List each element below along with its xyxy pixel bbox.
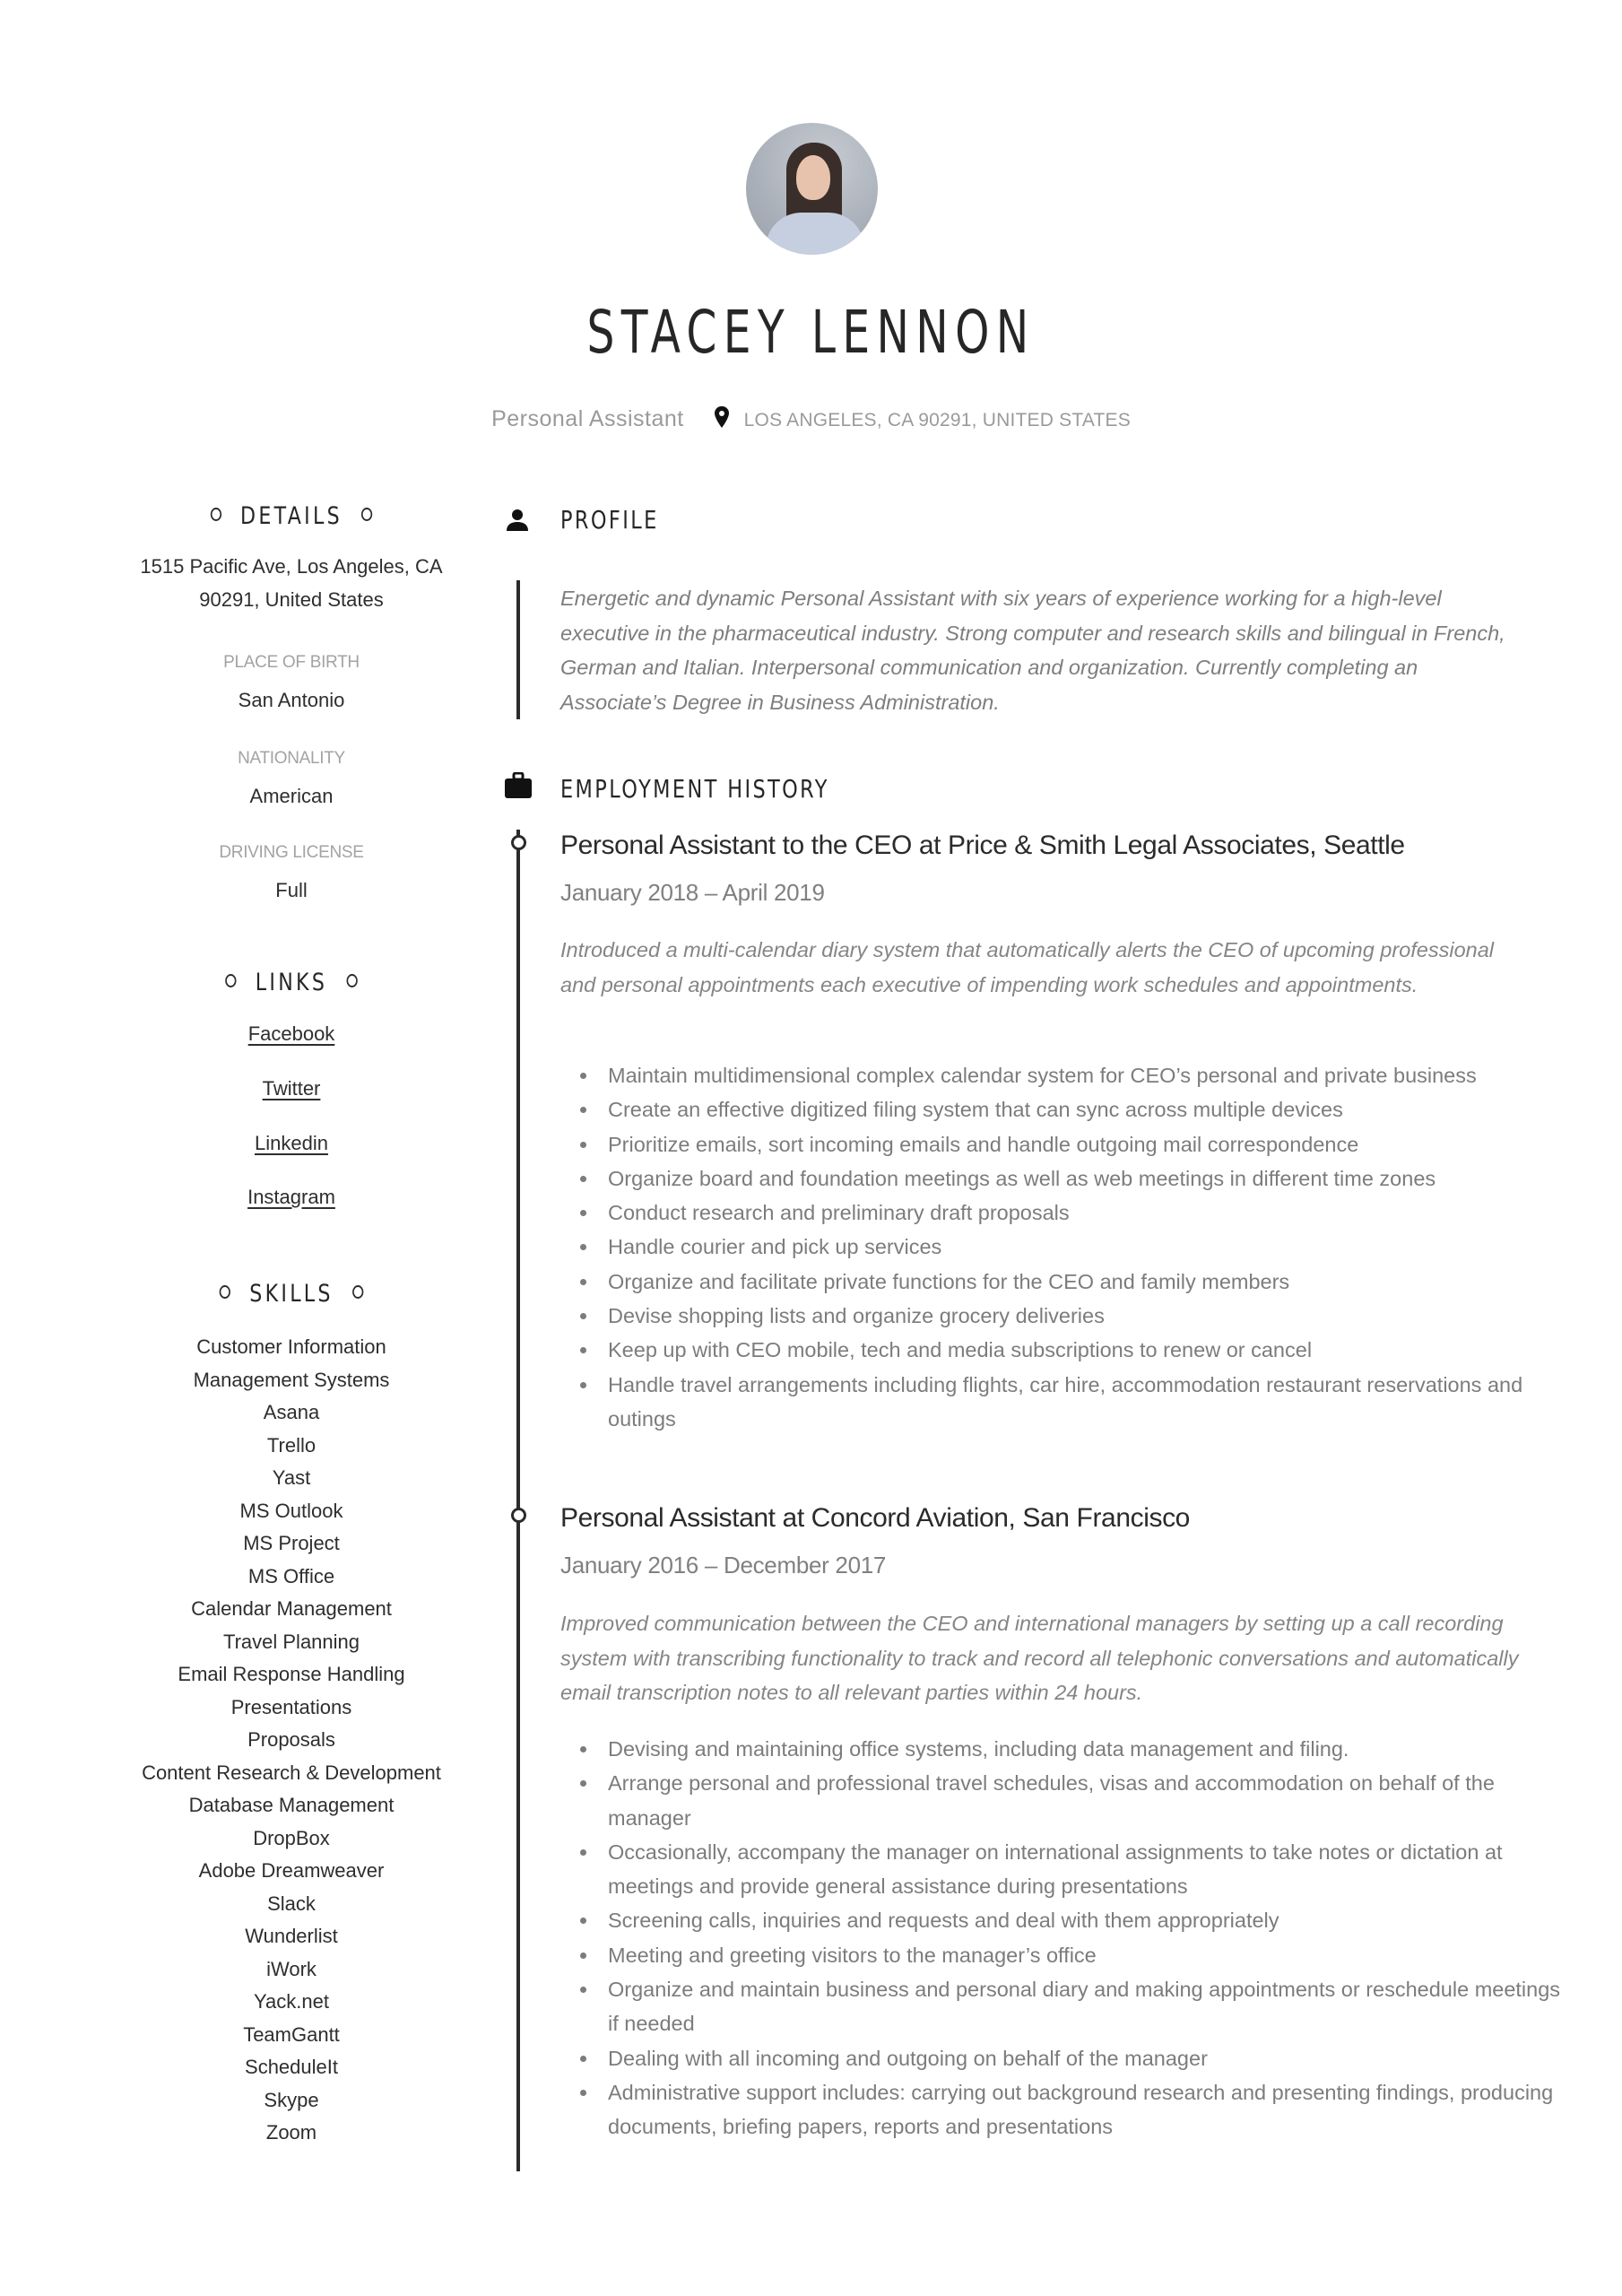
ring-icon xyxy=(361,508,372,521)
skills-heading-label: SKILLS xyxy=(249,1280,334,1308)
map-pin-icon xyxy=(713,405,731,429)
bullet-item: Maintain multidimensional complex calendar system for CEO’s personal and private business xyxy=(608,1058,1576,1092)
bullet-item: Organize board and foundation meetings as well as web meetings in different time zones xyxy=(608,1161,1576,1196)
driving-license-label: DRIVING LICENSE xyxy=(219,843,364,862)
address-line-2: 90291, United States xyxy=(199,588,384,611)
skill-item: Yast xyxy=(272,1466,311,1489)
skill-item: MS Outlook xyxy=(239,1499,343,1522)
skill-item: Database Management xyxy=(188,1794,395,1816)
skill-item: ScheduleIt xyxy=(245,2056,338,2078)
link-linkedin-label[interactable]: Linkedin xyxy=(255,1132,328,1154)
skill-item: Presentations xyxy=(230,1695,352,1718)
bullet-item: Meeting and greeting visitors to the manager’s office xyxy=(608,1938,1576,1972)
skill-item: Travel Planning xyxy=(222,1630,360,1653)
job-1-bullets xyxy=(560,1058,1576,1436)
job-title: Personal Assistant xyxy=(491,406,684,431)
job-2-dates: January 2016 – December 2017 xyxy=(560,1552,887,1578)
location: LOS ANGELES, CA 90291, UNITED STATES xyxy=(743,410,1131,430)
skill-item: Trello xyxy=(266,1433,317,1457)
job-1-dates: January 2018 – April 2019 xyxy=(560,879,825,906)
links-heading-label: LINKS xyxy=(255,969,328,996)
skill-item: Adobe Dreamweaver xyxy=(198,1859,385,1882)
header-subline xyxy=(0,405,1622,432)
job-1-description: Introduced a multi-calendar diary system that automatically alerts the CEO of upcoming professional and personal appointments each executive of impending work schedules and appointments. xyxy=(560,938,1495,996)
link-twitter[interactable] xyxy=(117,1077,466,1100)
skills-heading xyxy=(148,1280,435,1308)
skill-item: Calendar Management xyxy=(191,1597,392,1620)
skill-item: DropBox xyxy=(253,1826,330,1849)
bullet-item: Conduct research and preliminary draft proposals xyxy=(608,1196,1576,1230)
nationality-value: American xyxy=(249,785,334,807)
link-facebook[interactable] xyxy=(117,1022,466,1046)
skill-item: Asana xyxy=(263,1401,320,1423)
bullet-item: Dealing with all incoming and outgoing on behalf of the manager xyxy=(608,2041,1576,2075)
skill-item: iWork xyxy=(266,1957,317,1980)
link-facebook-label[interactable]: Facebook xyxy=(247,1022,335,1045)
skill-item: Content Research & Development xyxy=(142,1761,441,1784)
avatar-face-shape xyxy=(796,155,830,200)
skill-item: Wunderlist xyxy=(245,1925,338,1947)
avatar xyxy=(746,123,878,255)
ring-icon xyxy=(352,1285,363,1299)
skill-item: Email Response Handling xyxy=(178,1663,405,1685)
bullet-item: Create an effective digitized filing system that can sync across multiple devices xyxy=(608,1092,1576,1126)
skill-item: Skype xyxy=(264,2088,319,2111)
bullet-item: Screening calls, inquiries and requests and deal with them appropriately xyxy=(608,1903,1576,1937)
bullet-item: Handle courier and pick up services xyxy=(608,1230,1576,1264)
ring-icon xyxy=(225,974,236,987)
links-heading xyxy=(148,969,435,996)
link-linkedin[interactable] xyxy=(117,1132,466,1155)
ring-icon xyxy=(347,974,358,987)
address-line-1: 1515 Pacific Ave, Los Angeles, CA xyxy=(140,555,443,578)
profile-summary: Energetic and dynamic Personal Assistant with six years of experience working for a high-level executive in the pharmaceutical industry. Strong computer and research skills and bilingual in French, German and Italian. Interpersonal communication and organization. Currently completing an Associate’s Degree in Business Administration. xyxy=(560,587,1505,714)
link-instagram[interactable] xyxy=(117,1186,466,1209)
person-icon xyxy=(504,507,531,534)
ring-icon xyxy=(210,508,221,521)
bullet-item: Handle travel arrangements including flights, car hire, accommodation restaurant reservations and outings xyxy=(608,1368,1576,1437)
nationality-label: NATIONALITY xyxy=(238,749,345,768)
bullet-item: Arrange personal and professional travel schedules, visas and accommodation on behalf of the manager xyxy=(608,1766,1576,1835)
place-of-birth-value: San Antonio xyxy=(238,689,345,711)
avatar-shirt-shape xyxy=(766,213,864,255)
skill-item: Yack.net xyxy=(254,1990,329,2013)
job-2-title: Personal Assistant at Concord Aviation, San Francisco xyxy=(560,1503,1190,1533)
link-twitter-label[interactable]: Twitter xyxy=(262,1077,321,1100)
skill-item: Management Systems xyxy=(193,1368,390,1391)
bullet-item: Organize and maintain business and personal diary and making appointments or reschedule meetings if needed xyxy=(608,1972,1576,2041)
place-of-birth-label: PLACE OF BIRTH xyxy=(223,653,360,672)
candidate-name: STACEY LENNON xyxy=(586,298,1036,367)
skills-list xyxy=(117,1331,466,2150)
driving-license-value: Full xyxy=(275,879,308,901)
timeline-node xyxy=(511,835,526,850)
briefcase-icon xyxy=(504,772,533,799)
timeline-node xyxy=(511,1508,526,1523)
skill-item: Slack xyxy=(267,1892,316,1915)
bullet-item: Occasionally, accompany the manager on international assignments to take notes or dictation at meetings and provide general assistance during presentations xyxy=(608,1835,1576,1904)
bullet-item: Devise shopping lists and organize grocery deliveries xyxy=(608,1299,1576,1333)
bullet-item: Prioritize emails, sort incoming emails and handle outgoing mail correspondence xyxy=(608,1127,1576,1161)
bullet-item: Devising and maintaining office systems, including data management and filing. xyxy=(608,1732,1576,1766)
profile-heading: PROFILE xyxy=(560,505,659,535)
job-2-description: Improved communication between the CEO and international managers by setting up a call recording system with transcribing functionality to track and record all telephonic conversations and automatically email transcription notes to all relevant parties within 24 hours. xyxy=(560,1612,1519,1704)
bullet-item: Administrative support includes: carrying out background research and presenting findings, producing documents, briefing papers, reports and presentations xyxy=(608,2075,1576,2144)
ring-icon xyxy=(220,1285,230,1299)
bullet-item: Keep up with CEO mobile, tech and media subscriptions to renew or cancel xyxy=(608,1333,1576,1367)
skill-item: Zoom xyxy=(265,2121,317,2144)
skill-item: MS Office xyxy=(247,1564,335,1587)
job-2-bullets xyxy=(560,1732,1576,2144)
profile-accent-bar xyxy=(516,580,520,719)
details-heading-label: DETAILS xyxy=(240,502,343,530)
skill-item: Customer Information xyxy=(196,1335,386,1358)
job-1-title: Personal Assistant to the CEO at Price & Smith Legal Associates, Seattle xyxy=(560,831,1405,860)
skill-item: TeamGantt xyxy=(243,2022,340,2046)
employment-heading: EMPLOYMENT HISTORY xyxy=(560,774,829,804)
bullet-item: Organize and facilitate private functions for the CEO and family members xyxy=(608,1265,1576,1299)
details-heading xyxy=(148,502,435,530)
skill-item: Proposals xyxy=(247,1728,335,1751)
link-instagram-label[interactable]: Instagram xyxy=(247,1186,335,1208)
timeline-line xyxy=(516,830,520,2171)
skill-item: MS Project xyxy=(243,1532,340,1554)
